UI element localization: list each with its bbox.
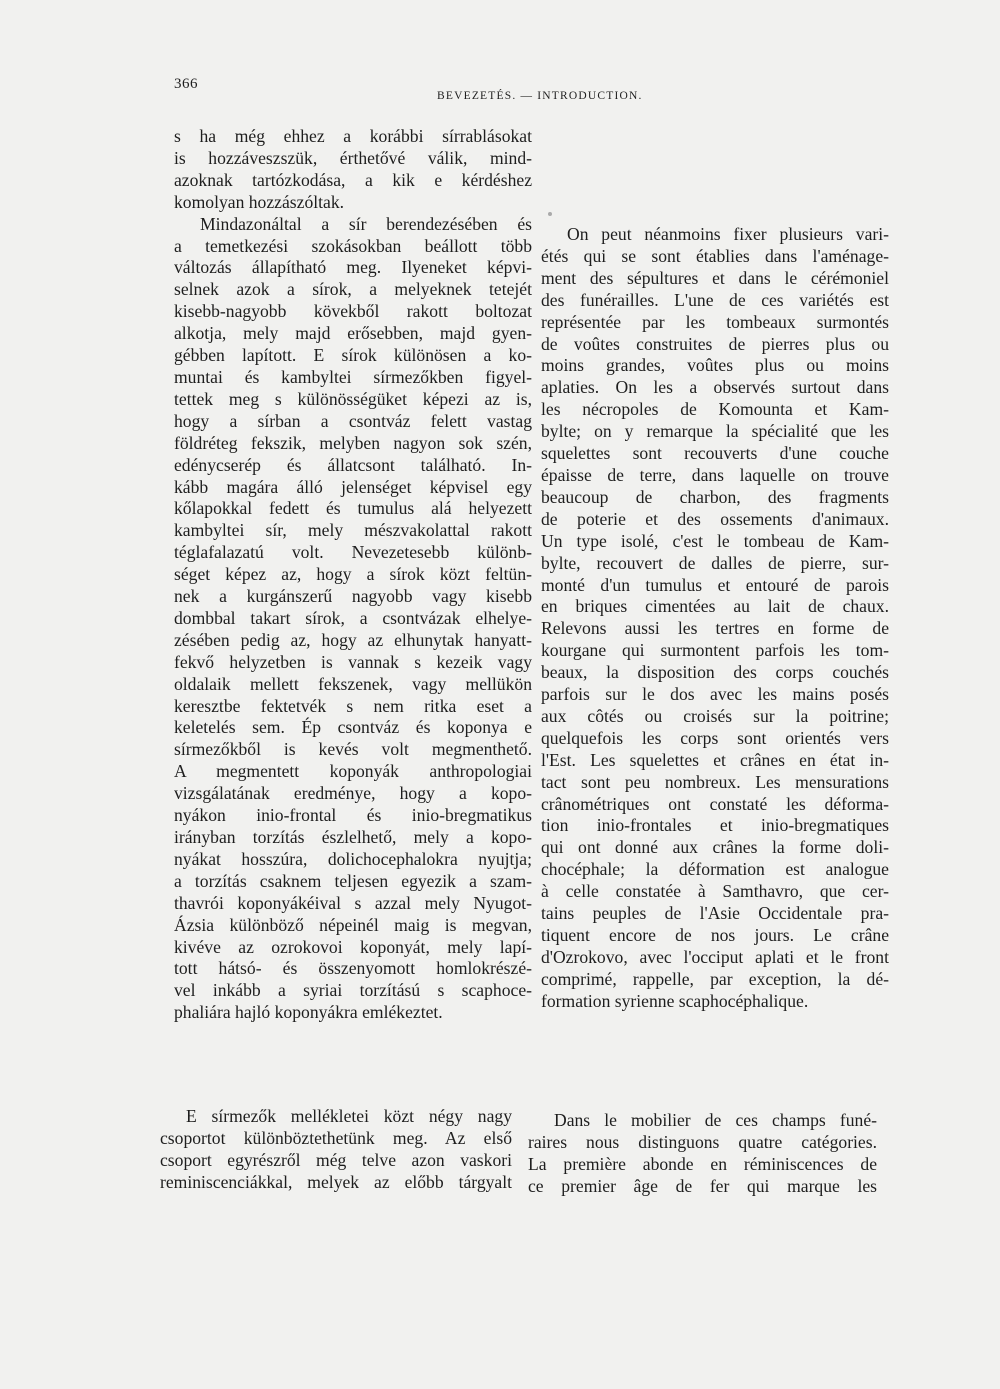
- text-line: kább magára álló jelenséget képvisel egy: [174, 476, 532, 497]
- text-line: hogy a sírban a csontváz felett vastag: [174, 410, 532, 431]
- french-column-main: [541, 224, 889, 1013]
- text-line: dombbal takart sírok, a csontvázak elhelye-: [174, 607, 532, 628]
- text-line: Mindazonáltal a sír berendezésében és: [200, 213, 532, 234]
- text-line: aplaties. On les a observés surtout dans: [541, 377, 889, 398]
- text-line: keletelés sem. Ép csontváz és koponya e: [174, 717, 532, 738]
- text-line: téglafalazatú volt. Nevezetesebb különb-: [174, 542, 532, 563]
- text-line: parfois sur le dos avec les mains posés: [541, 684, 889, 705]
- text-line: kőlapokkal fedett és tumulus alá helyezett: [174, 498, 532, 519]
- text-line: a torzítás csaknem teljesen egyezik a szam-: [174, 870, 532, 891]
- text-line: aux côtés ou croisés sur la poitrine;: [541, 705, 889, 726]
- text-line: les nécropoles de Komounta et Kam-: [541, 399, 889, 420]
- text-line: vizsgálatának eredménye, hogy a kopo-: [174, 783, 532, 804]
- text-line: de poterie et des ossements d'animaux.: [541, 508, 889, 529]
- text-line: ce premier âge de fer qui marque les: [528, 1175, 877, 1196]
- hungarian-column-second: [160, 1106, 512, 1194]
- text-line: kisebb-nagyobb kövekből rakott boltozat: [174, 301, 532, 322]
- text-line: tact sont peu nombreux. Les mensurations: [541, 771, 889, 792]
- text-line: fekvő helyzetben is vannak s kezeik vagy: [174, 651, 532, 672]
- text-line: Un type isolé, c'est le tombeau de Kam-: [541, 530, 889, 551]
- text-line: tott hátsó- és összenyomott homlokrészé-: [174, 958, 532, 979]
- text-line: épaisse de terre, dans laquelle on trouve: [541, 464, 889, 485]
- text-line: azoknak tartózkodása, a kik e kérdéshez: [174, 169, 532, 190]
- text-line: raires nous distinguons quatre catégories.: [528, 1131, 877, 1152]
- text-line: formation syrienne scaphocéphalique.: [541, 990, 809, 1011]
- text-line: à celle constatée à Samthavro, que cer-: [541, 881, 889, 902]
- text-line: bylte; on y remarque la spécialité que les: [541, 421, 889, 442]
- text-line: kivéve az ozrokovoi koponyát, mely lapí-: [174, 936, 532, 957]
- text-line: sírmezőkből is kevés volt megmenthető.: [174, 739, 532, 760]
- text-line: crânométriques ont constaté les déforma-: [541, 793, 889, 814]
- text-line: bylte, recouvert de dalles de pierre, sur-: [541, 552, 889, 573]
- text-line: beaucoup de charbon, des fragments: [541, 486, 889, 507]
- text-line: en briques cimentées au lait de chaux.: [541, 596, 889, 617]
- text-line: de voûtes construites de pierres plus ou: [541, 333, 889, 354]
- text-line: muntai és kambyltei sírmezőkben figyel-: [174, 366, 532, 387]
- text-line: s ha még ehhez a korábbi sírrablásokat: [174, 126, 532, 146]
- text-line: komolyan hozzászóltak.: [174, 191, 345, 212]
- text-line: reminiscenciákkal, melyek az előbb tárgyalt: [160, 1171, 512, 1192]
- text-line: a temetkezési szokásokban beállott több: [174, 235, 532, 256]
- text-line: zésében pedig az, hogy az elhunytak hanyatt-: [174, 629, 532, 650]
- text-line: La première abonde en réminiscences de: [528, 1153, 877, 1174]
- hungarian-column-main: [174, 126, 532, 1024]
- text-line: Ázsia különböző népeinél maig is megvan,: [174, 914, 532, 935]
- text-line: selnek azok a sírok, a melyeknek tetejét: [174, 279, 532, 300]
- text-line: vel inkább a syriai torzítású s scaphoce-: [174, 980, 532, 1001]
- text-line: ment des sépultures et dans le cérémoniel: [541, 267, 889, 288]
- text-line: phaliára hajló koponyákra emlékeztet.: [174, 1002, 443, 1023]
- text-line: quelquefois les corps sont orientés vers: [541, 727, 889, 748]
- text-line: l'Est. Les squelettes et crânes en état in-: [541, 749, 889, 770]
- text-line: nek a kurgánszerű nagyobb vagy kisebb: [174, 586, 532, 607]
- text-line: földréteg fekszik, melyben nagyon sok szén,: [174, 432, 532, 453]
- text-line: d'Ozrokovo, avec l'occiput aplati et le front: [541, 946, 889, 967]
- text-line: monté d'un tumulus et entouré de parois: [541, 574, 889, 595]
- text-line: irányban torzítás észlelhető, mely a kopo-: [174, 827, 532, 847]
- text-line: des funérailles. L'une de ces variétés est: [541, 289, 889, 310]
- text-line: squelettes sont recouverts d'une couche: [541, 443, 889, 464]
- text-line: oldalaik mellett fekszenek, vagy mellükön: [174, 673, 532, 694]
- text-line: étés qui se sont établies dans l'aménage-: [541, 245, 889, 266]
- text-line: változás állapítható meg. Ilyeneket képvi-: [174, 257, 532, 278]
- text-line: comprimé, rappelle, par exception, la dé-: [541, 968, 889, 989]
- text-line: E sírmezők mellékletei közt négy nagy: [186, 1106, 512, 1126]
- page-number: 366: [174, 76, 198, 92]
- text-line: gébben lapított. E sírok különösen a ko-: [174, 345, 532, 366]
- text-line: kambyltei sír, mely mészvakolattal rakott: [174, 520, 532, 541]
- text-line: tains peuples de l'Asie Occidentale pra-: [541, 903, 889, 924]
- text-line: csoportot különböztethetünk meg. Az első: [160, 1127, 512, 1148]
- scan-speck: [548, 212, 552, 216]
- text-line: Dans le mobilier de ces champs funé-: [554, 1110, 877, 1130]
- text-line: keresztbe fektetvék s nem ritka eset a: [174, 695, 532, 716]
- french-column-second: [528, 1110, 877, 1198]
- running-head: BEVEZETÉS. — INTRODUCTION.: [437, 90, 643, 102]
- text-line: tettek meg s különösségüket képezi az is,: [174, 388, 532, 409]
- text-line: tion inio-frontales et inio-bregmatiques: [541, 815, 889, 836]
- text-line: A megmentett koponyák anthropologiai: [174, 761, 532, 782]
- text-line: thavrói koponyákéival s azzal mely Nyugot-: [174, 892, 532, 913]
- text-line: edénycserép és állatcsont található. In-: [174, 454, 532, 475]
- text-line: nyákon inio-frontal és inio-bregmatikus: [174, 805, 532, 826]
- text-line: moins grandes, voûtes plus ou moins: [541, 355, 889, 376]
- text-line: alkotja, mely majd erősebben, majd gyen-: [174, 323, 532, 344]
- text-line: séget képez az, hogy a sírok közt feltün-: [174, 564, 532, 585]
- text-line: kourgane qui surmontent parfois les tom-: [541, 640, 889, 661]
- text-line: On peut néanmoins fixer plusieurs vari-: [567, 224, 889, 244]
- text-line: beaux, la disposition des corps couchés: [541, 662, 889, 683]
- text-line: qui ont donné aux crânes la forme doli-: [541, 837, 889, 858]
- text-line: représentée par les tombeaux surmontés: [541, 311, 889, 332]
- text-line: is hozzáveszszük, érthetővé válik, mind-: [174, 147, 532, 168]
- text-line: nyákat hosszúra, dolichocephalokra nyujtja;: [174, 848, 532, 869]
- text-line: tiquent encore de nos jours. Le crâne: [541, 925, 889, 945]
- text-line: chocéphale; la déformation est analogue: [541, 859, 889, 880]
- text-line: Relevons aussi les tertres en forme de: [541, 618, 889, 639]
- text-line: csoport egyrészről még telve azon vaskori: [160, 1149, 512, 1170]
